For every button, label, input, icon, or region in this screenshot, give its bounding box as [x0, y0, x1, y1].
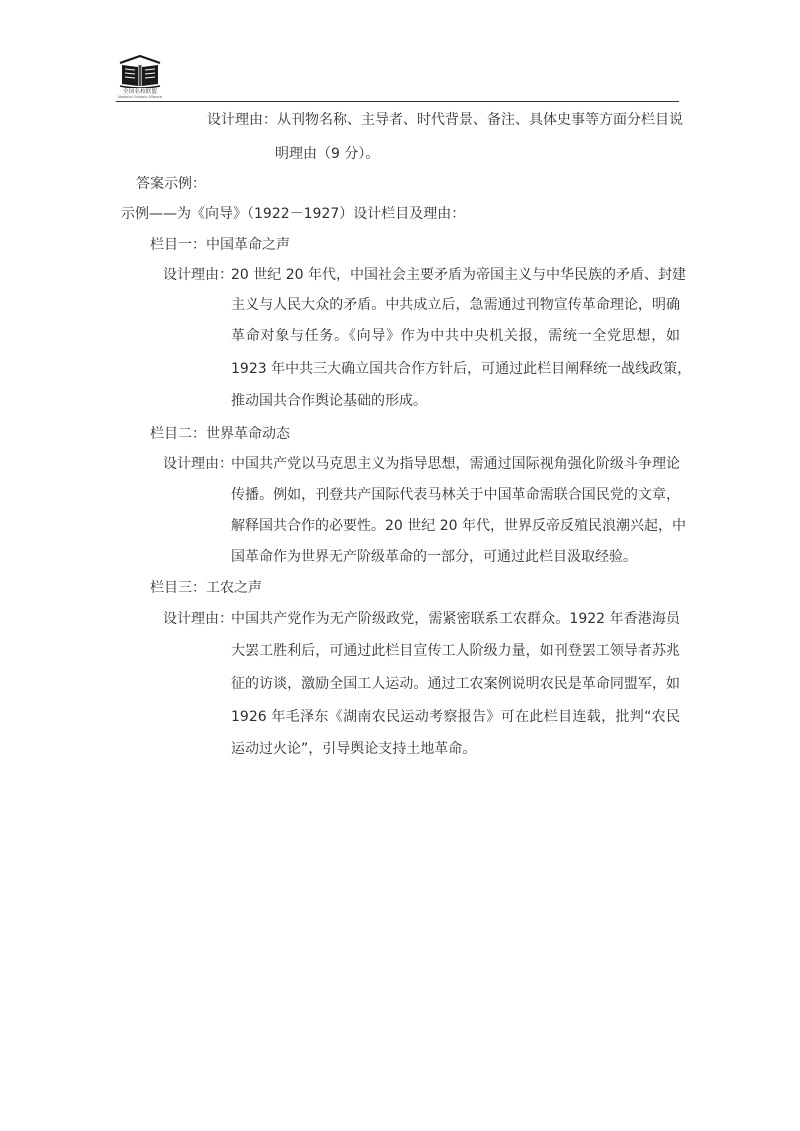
section-3-line-1: 中国共产党作为无产阶级政党，需紧密联系工农群众。1922 年香港海员	[231, 611, 680, 627]
logo-text: 全国名校联盟	[122, 88, 158, 95]
section-1-title: 栏目一：中国革命之声	[150, 237, 290, 253]
header-divider	[116, 101, 679, 102]
answer-heading: 答案示例：	[136, 176, 206, 192]
section-2-title: 栏目二：世界革命动态	[150, 426, 290, 442]
section-2-line-1: 中国共产党以马克思主义为指导思想，需通过国际视角强化阶级斗争理论	[231, 456, 680, 472]
section-3-reason-label: 设计理由：	[163, 611, 233, 627]
section-3-title: 栏目三：工农之声	[150, 580, 262, 596]
book-logo-icon	[116, 54, 164, 88]
section-1-line-2: 主义与人民大众的矛盾。中共成立后，急需通过刊物宣传革命理论，明确	[231, 297, 680, 313]
section-2-line-4: 国革命作为世界无产阶级革命的一部分，可通过此栏目汲取经验。	[231, 549, 637, 565]
section-2-line-2: 传播。例如，刊登共产国际代表马林关于中国革命需联合国民党的文章，	[231, 487, 680, 503]
example-heading: 示例——为《向导》（1922－1927）设计栏目及理由：	[121, 206, 466, 222]
section-1-reason-label: 设计理由：	[163, 267, 233, 283]
section-2-line-3: 解释国共合作的必要性。20 世纪 20 年代，世界反帝反殖民浪潮兴起，中	[231, 518, 686, 534]
section-2-reason-label: 设计理由：	[163, 456, 233, 472]
section-1-line-4: 1923 年中共三大确立国共合作方针后，可通过此栏目阐释统一战线政策，	[231, 361, 692, 377]
section-3-line-2: 大罢工胜利后，可通过此栏目宣传工人阶级力量，如刊登罢工领导者苏兆	[231, 643, 680, 659]
section-3-line-5: 运动过火论”，引导舆论支持土地革命。	[231, 741, 477, 757]
logo-subtext: National Schools Alliance	[117, 95, 162, 99]
section-1-line-5: 推动国共合作舆论基础的形成。	[231, 393, 427, 409]
section-1-line-3: 革命对象与任务。《向导》作为中共中央机关报，需统一全党思想，如	[231, 328, 680, 344]
intro-line-2: 明理由（9 分）。	[275, 146, 380, 162]
intro-line-1: 设计理由：从刊物名称、主导者、时代背景、备注、具体史事等方面分栏目说	[207, 112, 683, 128]
school-alliance-logo	[116, 54, 164, 100]
section-3-line-4: 1926 年毛泽东《湖南农民运动考察报告》可在此栏目连载，批判“农民	[231, 709, 680, 725]
section-1-line-1: 20 世纪 20 年代，中国社会主要矛盾为帝国主义与中华民族的矛盾、封建	[231, 267, 686, 283]
section-3-line-3: 征的访谈，激励全国工人运动。通过工农案例说明农民是革命同盟军，如	[231, 676, 680, 692]
